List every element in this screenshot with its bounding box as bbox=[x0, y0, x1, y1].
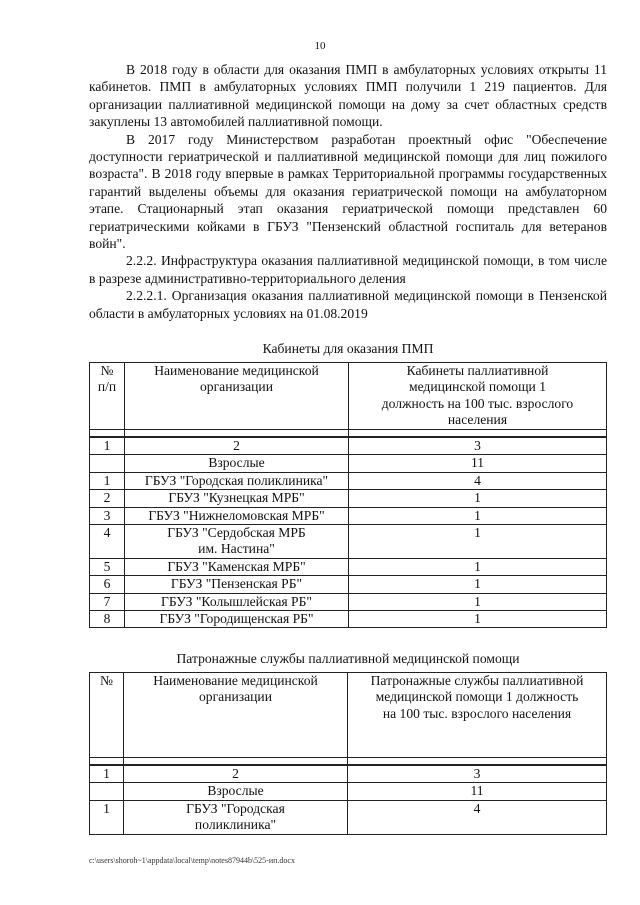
paragraph: В 2018 году в области для оказания ПМП в амбулаторных условиях открыты 11 кабинетов. ПМП в амбулаторных условиях ПМП получили 1 219 пациентов. Для организации паллиативной медицинской помощи на дому за счет областных средств закуплены 13 автомобилей паллиативной помощи. bbox=[89, 62, 607, 130]
table-cell: 1 bbox=[349, 525, 607, 559]
table-cell: 5 bbox=[90, 558, 125, 575]
table-cell: ГБУЗ "Городищенская РБ" bbox=[125, 611, 349, 628]
table-row bbox=[90, 525, 607, 559]
header-cell: № п/п bbox=[90, 363, 125, 430]
table-cell: 4 bbox=[90, 525, 125, 559]
table2-title: Патронажные службы паллиативной медицинской помощи bbox=[176, 651, 520, 666]
table-cell: ГБУЗ "Городская поликлиника" bbox=[125, 472, 349, 489]
table-row bbox=[90, 507, 607, 524]
table-cell: 2 bbox=[90, 490, 125, 507]
spacer-row bbox=[90, 758, 607, 766]
table-cell: 1 bbox=[90, 472, 125, 489]
page-number: 10 bbox=[314, 40, 326, 52]
table1-title: Кабинеты для оказания ПМП bbox=[262, 341, 434, 356]
body-text bbox=[89, 61, 607, 322]
table-cell: 11 bbox=[348, 783, 607, 800]
table-cell: 1 bbox=[349, 558, 607, 575]
paragraph: В 2017 году Министерством разработан проектный офис "Обеспечение доступности гериатрической и паллиативной медицинской помощи для лиц пожилого возраста". В 2018 году впервые в рамках Территориальной программы государственных гарантий выделены объемы для оказания гериатрической помощи на амбулаторном этапе. Стационарный этап оказания гериатрической помощи представлен 60 гериатрическими койками в ГБУЗ "Пензенский областной госпиталь для ветеранов войн". bbox=[89, 131, 607, 252]
table-cell: 4 bbox=[348, 800, 607, 834]
table-cell: ГБУЗ "Кузнецкая МРБ" bbox=[125, 490, 349, 507]
table-cell: 1 bbox=[349, 576, 607, 593]
table-row bbox=[90, 472, 607, 489]
header-cell: Наименование медицинской организации bbox=[125, 363, 349, 430]
table-cell: 1 bbox=[349, 490, 607, 507]
table-cell: ГБУЗ "Каменская МРБ" bbox=[125, 558, 349, 575]
table-header-row bbox=[90, 673, 607, 758]
header-cell: Кабинеты паллиативной медицинской помощи 1 должность на 100 тыс. взрослого населения bbox=[349, 363, 607, 430]
table-cell: 1 bbox=[349, 611, 607, 628]
table-cell: 2 bbox=[124, 765, 348, 783]
table-header-row bbox=[90, 363, 607, 430]
spacer-row bbox=[90, 430, 607, 438]
table-row bbox=[90, 455, 607, 472]
table-row bbox=[90, 490, 607, 507]
table-cell: 1 bbox=[349, 593, 607, 610]
header-cell: Наименование медицинской организации bbox=[124, 673, 348, 758]
table-cell: Взрослые bbox=[124, 783, 348, 800]
table-cell: 1 bbox=[90, 437, 125, 455]
table-row bbox=[90, 800, 607, 834]
table-cell: 1 bbox=[349, 507, 607, 524]
table2 bbox=[89, 672, 607, 835]
table-cell: 1 bbox=[90, 765, 124, 783]
table-number-row bbox=[90, 437, 607, 455]
table-cell: 1 bbox=[90, 800, 124, 834]
table-cell: 8 bbox=[90, 611, 125, 628]
header-cell: № bbox=[90, 673, 124, 758]
table-cell: ГБУЗ "Пензенская РБ" bbox=[125, 576, 349, 593]
header-cell: Патронажные службы паллиативной медицинской помощи 1 должность на 100 тыс. взрослого населения bbox=[348, 673, 607, 758]
table-cell: 3 bbox=[348, 765, 607, 783]
table-cell: ГБУЗ "Городская поликлиника" bbox=[124, 800, 348, 834]
table-row bbox=[90, 783, 607, 800]
table-cell: ГБУЗ "Нижнеломовская МРБ" bbox=[125, 507, 349, 524]
table-cell bbox=[90, 783, 124, 800]
table-cell: 4 bbox=[349, 472, 607, 489]
table-cell: ГБУЗ "Колышлейская РБ" bbox=[125, 593, 349, 610]
table-cell: ГБУЗ "Сердобская МРБ им. Настина" bbox=[125, 525, 349, 559]
table-row bbox=[90, 611, 607, 628]
table-row bbox=[90, 576, 607, 593]
table1 bbox=[89, 362, 607, 628]
table-cell: 6 bbox=[90, 576, 125, 593]
table-cell: 11 bbox=[349, 455, 607, 472]
table-number-row bbox=[90, 765, 607, 783]
subsection-heading: 2.2.2.1. Организация оказания паллиативной медицинской помощи в Пензенской области в амбулаторных условиях на 01.08.2019 bbox=[89, 288, 607, 321]
footer-file-path: c:\users\shoroh~1\appdata\local\temp\notes87944b\525-ип.docx bbox=[89, 856, 295, 865]
table-row bbox=[90, 558, 607, 575]
table-cell bbox=[90, 455, 125, 472]
table-cell: 2 bbox=[125, 437, 349, 455]
section-heading: 2.2.2. Инфраструктура оказания паллиативной медицинской помощи, в том числе в разрезе административно-территориального деления bbox=[89, 253, 607, 286]
table-cell: 7 bbox=[90, 593, 125, 610]
table-cell: 3 bbox=[90, 507, 125, 524]
table-cell: 3 bbox=[349, 437, 607, 455]
table-row bbox=[90, 593, 607, 610]
table-cell: Взрослые bbox=[125, 455, 349, 472]
